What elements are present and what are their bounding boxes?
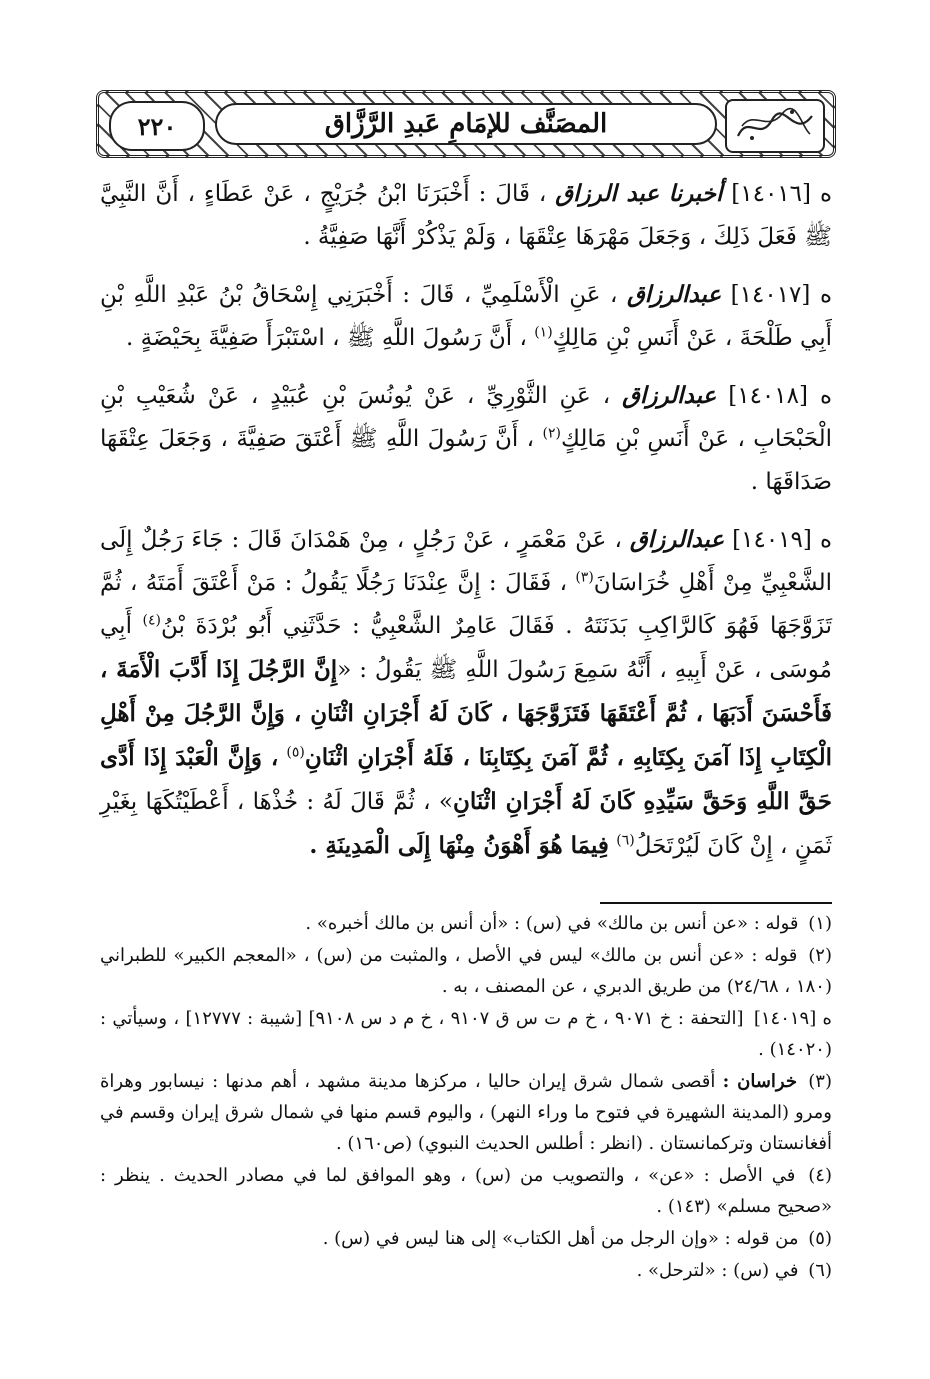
narrator: عبدالرزاق: [626, 281, 722, 308]
footnote-ref[interactable]: (١): [534, 324, 553, 341]
footnote-ref[interactable]: (٤): [142, 612, 161, 629]
narrator: عبدالرزاق: [629, 526, 725, 553]
narrator: عبدالرزاق: [622, 382, 717, 409]
main-text: [100, 172, 832, 882]
footnote-text: قوله : «عن أنس بن مالك» ليس في الأصل ، والمثبت من (س) ، «المعجم الكبير» للطبراني (١٨٠ ، ٢٤/٦٨) من طريق الدبري ، عن المصنف ، به .: [100, 945, 832, 997]
hadith-14019: ه [١٤٠١٩] عبدالرزاق ، عَنْ مَعْمَرٍ ، عَنْ رَجُلٍ ، مِنْ هَمْدَانَ قَالَ : جَاءَ رَجُلٌ إِلَى الشَّعْبِيِّ مِنْ أَهْلِ خُرَاسَانَ$^{(٣)}$ ، فَقَالَ : إِنَّ عِنْدَنَا رَجُلًا يَقُولُ : مَنْ أَعْتَقَ أَمَتَهُ ، ثُمَّ تَزَوَّجَهَا فَهُوَ كَالرَّاكِبِ بَدَنَتَهُ . فَقَالَ عَامِرٌ الشَّعْبِيُّ : حَدَّثَنِي أَبُو بُرْدَةَ بْنُ$^{(٤)}$ أَبِي مُوسَى ، عَنْ أَبِيهِ ، أَنَّهُ سَمِعَ رَسُولَ اللَّهِ ﷺ يَقُولُ : «إِنَّ الرَّجُلَ إِذَا أَدَّبَ الْأَمَةَ ، فَأَحْسَنَ أَدَبَهَا ، ثُمَّ أَعْتَقَهَا فَتَزَوَّجَهَا ، كَانَ لَهُ أَجْرَانِ اثْنَانِ ، وَإِنَّ الرَّجُلَ مِنْ أَهْلِ الْكِتَابِ إِذَا آمَنَ بِكِتَابِهِ ، ثُمَّ آمَنَ بِكِتَابِنَا ، فَلَهُ أَجْرَانِ اثْنَانِ$^{(٥)}$ ، وَإِنَّ الْعَبْدَ إِذَا أَدَّى حَقَّ اللَّهِ وَحَقَّ سَيِّدِهِ كَانَ لَهُ أَجْرَانِ اثْنَانِ» ، ثُمَّ قَالَ لَهُ : خُذْهَا ، أَعْطَيْتُكَهَا بِغَيْرِ ثَمَنٍ ، إِنْ كَانَ لَيُرْتَحَلُ$^{(٦)}$ فِيمَا هُوَ أَهْوَنُ مِنْهَا إِلَى الْمَدِينَةِ .: [100, 526, 833, 859]
seal-calligraphy-icon: [732, 106, 818, 146]
hadith-number: [١٤٠١٧]: [730, 282, 811, 308]
prophetic-saying: إِنَّ الرَّجُلَ إِذَا أَدَّبَ الْأَمَةَ ، فَأَحْسَنَ أَدَبَهَا ، ثُمَّ أَعْتَقَهَا فَتَزَوَّجَهَا ، كَانَ لَهُ أَجْرَانِ اثْنَانِ ، وَإِنَّ الرَّجُلَ مِنْ أَهْلِ الْكِتَابِ إِذَا آمَنَ بِكِتَابِهِ ، ثُمَّ آمَنَ بِكِتَابِنَا ، فَلَهُ أَجْرَانِ اثْنَانِ: [100, 656, 832, 771]
hadith-14016: ه [١٤٠١٦] أخبرنا عبد الرزاق ، قَالَ : أَخْبَرَنَا ابْنُ جُرَيْجٍ ، عَنْ عَطَاءٍ ، أَنَّ النَّبِيَّ ﷺ فَعَلَ ذَلِكَ ، وَجَعَلَ مَهْرَهَا عِتْقَهَا ، وَلَمْ يَذْكُرْ أَنَّهَا صَفِيَّةُ .: [100, 180, 832, 250]
hadith-number: [١٤٠١٩]: [732, 527, 812, 553]
footnote-divider: [600, 902, 832, 904]
hadith-text: ، عَنِ الثَّوْرِيِّ ، عَنْ يُونُسَ بْنِ عُبَيْدٍ ، عَنْ شُعَيْبِ بْنِ الْحَبْحَابِ ، عَنْ أَنَسِ بْنِ مَالِكٍ: [100, 383, 832, 452]
footnote-number: (١): [808, 913, 832, 934]
footnote: [100, 1223, 832, 1254]
footnotes: [100, 908, 832, 1287]
narrator: أخبرنا عبد الرزاق: [555, 180, 723, 207]
footnote: [100, 940, 832, 1002]
hadith-text: ، أَنَّ رَسُولَ اللَّهِ ﷺ أَعْتَقَ صَفِيَّةَ ، وَجَعَلَ عِتْقَهَا صَدَاقَهَا .: [100, 426, 832, 495]
footnote-text: قوله : «عن أنس بن مالك» في (س) : «أن أنس بن مالك أخبره» .: [305, 913, 799, 934]
running-title: المصَنَّف للإمَامِ عَبدِ الرَّزَّاق: [324, 109, 608, 139]
footnote-text: [التحفة : خ ٩٠٧١ ، خ م ت س ق ٩١٠٧ ، خ م د س ٩١٠٨] [شيبة : ١٢٧٧٧] ، وسيأتي : (١٤٠٢٠) .: [100, 1008, 832, 1060]
footnote: [100, 1066, 832, 1159]
hadith-text: أَبِي مُوسَى ، عَنْ أَبِيهِ ، أَنَّهُ سَمِعَ رَسُولَ اللَّهِ ﷺ يَقُولُ : «: [100, 613, 832, 683]
hadith-number: [١٤٠١٨]: [728, 383, 808, 409]
hadith-number: [١٤٠١٦]: [731, 181, 812, 207]
prophetic-saying: ، وَإِنَّ الْعَبْدَ إِذَا أَدَّى حَقَّ اللَّهِ وَحَقَّ سَيِّدِهِ كَانَ لَهُ أَجْرَانِ اثْنَانِ: [100, 744, 832, 815]
footnote-text: في (س) : «لترحل» .: [636, 1260, 799, 1281]
page-number: ٢٢٠: [109, 101, 205, 151]
footnote-number: [١٤٠١٩]: [753, 1008, 817, 1029]
hadith-14017: ه [١٤٠١٧] عبدالرزاق ، عَنِ الْأَسْلَمِيِّ ، قَالَ : أَخْبَرَنِي إِسْحَاقُ بْنُ عَبْدِ اللَّهِ بْنِ أَبِي طَلْحَةَ ، عَنْ أَنَسِ بْنِ مَالِكٍ$^{(١)}$ ، أَنَّ رَسُولَ اللَّهِ ﷺ ، اسْتَبْرَأَ صَفِيَّةَ بِحَيْضَةٍ .: [100, 281, 833, 351]
footnote-ref[interactable]: (٥): [286, 744, 305, 761]
footnote-ref[interactable]: (٢): [542, 425, 561, 442]
footnote-term: خراسان :: [722, 1071, 797, 1092]
footnote-number: (٢): [808, 945, 832, 966]
footnote-number: (٥): [808, 1228, 832, 1249]
hadith-14018: ه [١٤٠١٨] عبدالرزاق ، عَنِ الثَّوْرِيِّ ، عَنْ يُونُسَ بْنِ عُبَيْدٍ ، عَنْ شُعَيْبِ بْنِ الْحَبْحَابِ ، عَنْ أَنَسِ بْنِ مَالِكٍ$^{(٢)}$ ، أَنَّ رَسُولَ اللَّهِ ﷺ أَعْتَقَ صَفِيَّةَ ، وَجَعَلَ عِتْقَهَا صَدَاقَهَا .: [100, 382, 832, 495]
hadith-text-emphasis: فِيمَا هُوَ أَهْوَنُ مِنْهَا إِلَى الْمَدِينَةِ .: [309, 832, 609, 859]
footnote: [100, 908, 832, 939]
footnote-ref[interactable]: (٦): [616, 832, 635, 849]
footnote-number: (٣): [808, 1071, 832, 1092]
hadith-text: ، فَقَالَ : إِنَّ عِنْدَنَا رَجُلًا يَقُولُ : مَنْ أَعْتَقَ أَمَتَهُ ، ثُمَّ تَزَوَّجَهَا فَهُوَ كَالرَّاكِبِ بَدَنَتَهُ . فَقَالَ عَامِرٌ الشَّعْبِيُّ : حَدَّثَنِي أَبُو بُرْدَةَ بْنُ: [100, 570, 832, 639]
footnote: [100, 1160, 832, 1222]
footnote: [100, 1255, 832, 1286]
hadith-text: » ، ثُمَّ قَالَ لَهُ : خُذْهَا ، أَعْطَيْتُكَهَا بِغَيْرِ ثَمَنٍ ، إِنْ كَانَ لَيُرْتَحَلُ: [100, 789, 832, 859]
footnote-text: أقصى شمال شرق إيران حاليا ، مركزها مدينة مشهد ، أهم مدنها : نيسابور وهراة ومرو (المدينة الشهيرة في فتوح ما وراء النهر) ، واليوم قسم منها في شمال شرق إيران وقسم في أفغانستان وتركمانستان . (انظر : أطلس الحديث النبوي) (ص١٦٠) .: [100, 1071, 832, 1154]
footnote-ref[interactable]: (٣): [575, 569, 594, 586]
hadith-text: ، عَنْ مَعْمَرٍ ، عَنْ رَجُلٍ ، مِنْ هَمْدَانَ قَالَ : جَاءَ رَجُلٌ إِلَى الشَّعْبِيِّ مِنْ أَهْلِ خُرَاسَانَ: [100, 527, 833, 596]
footnote-number: (٦): [808, 1260, 832, 1281]
footnote: ه [١٤٠١٩] [التحفة : خ ٩٠٧١ ، خ م ت س ق ٩١٠٧ ، خ م د س ٩١٠٨] [شيبة : ١٢٧٧٧] ، وسيأتي : (١٤٠٢٠) .: [100, 1008, 832, 1060]
running-title-frame: [215, 103, 717, 145]
book-seal-logo: [725, 99, 825, 153]
hadith-text: ، أَنَّ رَسُولَ اللَّهِ ﷺ ، اسْتَبْرَأَ صَفِيَّةَ بِحَيْضَةٍ .: [126, 325, 527, 351]
hadith-text: ، قَالَ : أَخْبَرَنَا ابْنُ جُرَيْجٍ ، عَنْ عَطَاءٍ ، أَنَّ النَّبِيَّ ﷺ فَعَلَ ذَلِكَ ، وَجَعَلَ مَهْرَهَا عِتْقَهَا ، وَلَمْ يَذْكُرْ أَنَّهَا صَفِيَّةُ .: [100, 181, 832, 250]
footnote-number: (٤): [808, 1165, 832, 1186]
footnote-text: من قوله : «وإن الرجل من أهل الكتاب» إلى هنا ليس في (س) .: [322, 1228, 799, 1249]
footnote-text: في الأصل : «عن» ، والتصويب من (س) ، وهو الموافق لما في مصادر الحديث . ينظر : «صحيح مسلم» (١٤٣) .: [100, 1165, 832, 1217]
page-header: [96, 90, 836, 158]
hadith-text: ، عَنِ الْأَسْلَمِيِّ ، قَالَ : أَخْبَرَنِي إِسْحَاقُ بْنُ عَبْدِ اللَّهِ بْنِ أَبِي طَلْحَةَ ، عَنْ أَنَسِ بْنِ مَالِكٍ: [100, 282, 832, 351]
